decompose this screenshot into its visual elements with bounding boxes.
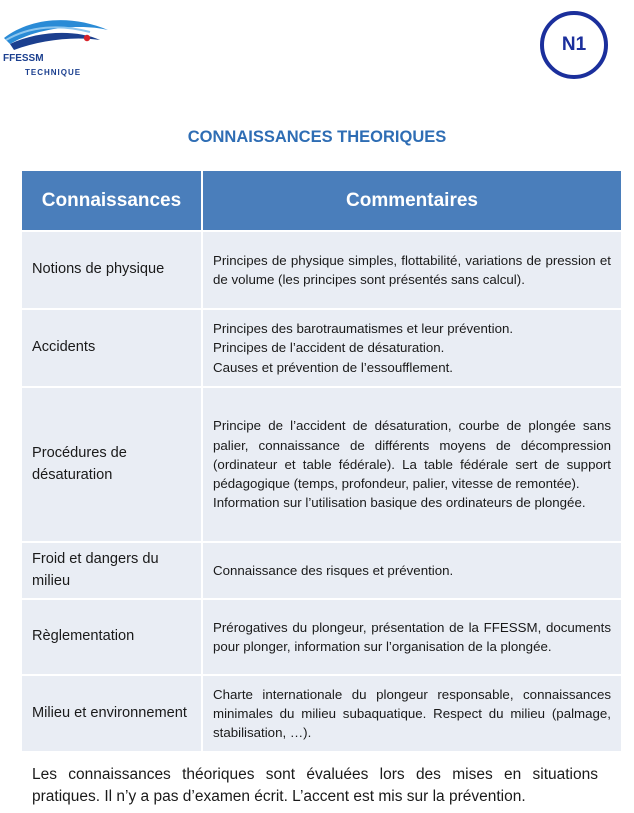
comment-line: Causes et prévention de l’essoufflement. — [213, 359, 453, 375]
comment-text: Principe de l’accident de désaturation, courbe de plongée sans palier, connaissance de différents moyens de décompression (ordinateur et table fédérale). La table fédérale sert de support pédagogique (temps, profondeur, palier, vitesse de remontée). — [213, 418, 611, 492]
comment-text: Connaissance des risques et prévention. — [213, 562, 454, 578]
row-comment — [202, 309, 621, 387]
row-topic: Procédures de désaturation — [22, 387, 202, 542]
footer-note: Les connaissances théoriques sont évaluées lors des mises en situations pratiques. Il n’y a pas d’examen écrit. L’accent est mis sur la prévention. — [32, 766, 598, 805]
logo-subtitle-text: TECHNIQUE — [25, 68, 82, 77]
table-row — [22, 675, 621, 751]
ffessm-wave-logo-icon — [0, 0, 130, 60]
page-title: CONNAISSANCES THEORIQUES — [187, 128, 447, 146]
row-topic: Notions de physique — [22, 231, 202, 309]
row-comment — [202, 542, 621, 599]
knowledge-table — [22, 171, 621, 751]
row-comment — [202, 599, 621, 675]
row-topic: Règlementation — [22, 599, 202, 675]
header-connaissances: Connaissances — [22, 171, 202, 231]
table-row — [22, 542, 621, 599]
table-header-row — [22, 171, 621, 231]
row-topic: Milieu et environnement — [22, 675, 202, 751]
header-commentaires: Commentaires — [202, 171, 621, 231]
table-row — [22, 231, 621, 309]
comment-line: Principes des barotraumatismes et leur prévention. — [213, 321, 514, 337]
comment-text: Prérogatives du plongeur, présentation de la FFESSM, documents pour plonger, information sur l’organisation de la plongée. — [213, 619, 611, 654]
comment-text: Principes de physique simples, flottabilité, variations de pression et de volume (les principes sont présentés sans calcul). — [213, 252, 611, 287]
table-row — [22, 309, 621, 387]
table-row — [22, 387, 621, 542]
row-topic: Froid et dangers du milieu — [22, 542, 202, 599]
comment-line: Principes de l’accident de désaturation. — [213, 340, 445, 356]
table-row — [22, 599, 621, 675]
row-comment — [202, 231, 621, 309]
row-comment — [202, 387, 621, 542]
comment-text: Information sur l’utilisation basique des ordinateurs de plongée. — [213, 495, 586, 511]
ffessm-logo — [0, 0, 130, 120]
row-comment — [202, 675, 621, 751]
level-badge: N1 — [540, 11, 608, 79]
logo-brand-text: FFESSM — [3, 53, 44, 64]
comment-text: Charte internationale du plongeur responsable, connaissances minimales du milieu subaquatique. Respect du milieu (palmage, stabilisation, …). — [213, 686, 611, 741]
row-topic: Accidents — [22, 309, 202, 387]
